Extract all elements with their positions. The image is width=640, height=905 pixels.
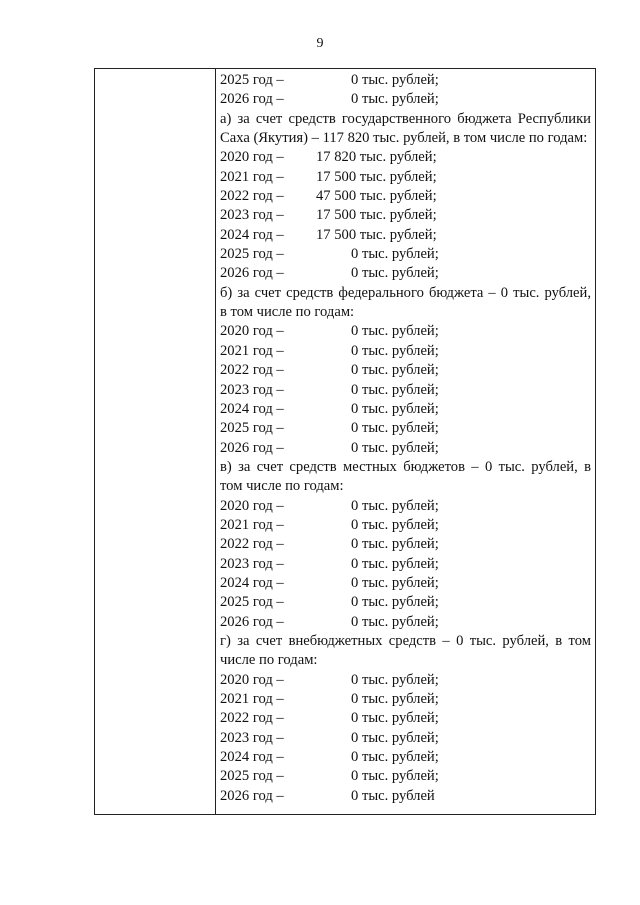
funding-source-line: б) за счет средств федерального бюджета – 0 тыс. рублей,: [220, 284, 591, 301]
funding-year: 2025 год –: [220, 246, 284, 263]
funding-amount: 0 тыс. рублей;: [351, 381, 439, 398]
funding-year: 2020 год –: [220, 671, 284, 688]
funding-source-line: Саха (Якутия) – 117 820 тыс. рублей, в том числе по годам:: [220, 130, 588, 147]
funding-amount: 47 500 тыс. рублей;: [316, 188, 437, 205]
funding-source-line: в) за счет средств местных бюджетов – 0 тыс. рублей, в: [220, 458, 591, 475]
funding-year: 2022 год –: [220, 536, 284, 553]
funding-year: 2022 год –: [220, 710, 284, 727]
funding-row: [220, 419, 591, 438]
funding-year: 2024 год –: [220, 749, 284, 766]
funding-year: 2025 год –: [220, 594, 284, 611]
funding-row: [220, 613, 591, 632]
funding-year: 2025 год –: [220, 72, 284, 88]
funding-source-text: [220, 477, 591, 496]
table-right-column: [220, 69, 591, 806]
funding-amount: 0 тыс. рублей;: [351, 439, 439, 456]
funding-source-line: числе по годам:: [220, 652, 318, 669]
funding-source-line: а) за счет средств государственного бюджета Республики: [220, 110, 591, 127]
funding-row: [220, 767, 591, 786]
funding-amount: 0 тыс. рублей;: [351, 671, 439, 688]
funding-row: [220, 787, 591, 806]
funding-row: [220, 148, 591, 167]
funding-year: 2020 год –: [220, 149, 284, 166]
funding-row: [220, 497, 591, 516]
funding-amount: 0 тыс. рублей;: [351, 594, 439, 611]
funding-year: 2024 год –: [220, 400, 284, 417]
funding-row: [220, 400, 591, 419]
funding-amount: 0 тыс. рублей;: [351, 516, 439, 533]
funding-year: 2023 год –: [220, 729, 284, 746]
funding-year: 2025 год –: [220, 768, 284, 785]
funding-row: [220, 690, 591, 709]
funding-amount: 0 тыс. рублей;: [351, 91, 439, 108]
funding-row: [220, 671, 591, 690]
funding-year: 2022 год –: [220, 188, 284, 205]
funding-row: [220, 439, 591, 458]
funding-year: 2026 год –: [220, 787, 284, 804]
funding-amount: 0 тыс. рублей;: [351, 265, 439, 282]
funding-source-text: [220, 110, 591, 129]
funding-year: 2025 год –: [220, 420, 284, 437]
funding-amount: 0 тыс. рублей;: [351, 555, 439, 572]
funding-row: [220, 245, 591, 264]
funding-row: [220, 381, 591, 400]
funding-source-text: [220, 651, 591, 670]
funding-row: [220, 187, 591, 206]
funding-year: 2021 год –: [220, 342, 284, 359]
funding-amount: 0 тыс. рублей;: [351, 749, 439, 766]
funding-row: [220, 748, 591, 767]
funding-amount: 0 тыс. рублей;: [351, 691, 439, 707]
funding-row: [220, 361, 591, 380]
funding-row: [220, 322, 591, 341]
funding-row: [220, 516, 591, 535]
funding-row: [220, 264, 591, 283]
funding-row: [220, 206, 591, 225]
funding-year: 2020 год –: [220, 497, 284, 514]
funding-row: [220, 729, 591, 748]
funding-year: 2026 год –: [220, 439, 284, 456]
funding-row: [220, 71, 591, 90]
funding-source-text: [220, 303, 591, 322]
funding-year: 2021 год –: [220, 691, 284, 707]
funding-amount: 0 тыс. рублей;: [351, 710, 439, 727]
funding-amount: 0 тыс. рублей;: [351, 613, 439, 630]
funding-row: [220, 709, 591, 728]
funding-amount: 0 тыс. рублей;: [351, 323, 439, 340]
funding-source-line: в том числе по годам:: [220, 304, 355, 321]
funding-year: 2024 год –: [220, 226, 284, 243]
funding-row: [220, 574, 591, 593]
funding-year: 2020 год –: [220, 323, 284, 340]
funding-amount: 17 500 тыс. рублей;: [316, 226, 437, 243]
funding-row: [220, 535, 591, 554]
funding-year: 2026 год –: [220, 265, 284, 282]
funding-amount: 0 тыс. рублей;: [351, 574, 439, 591]
funding-source-text: [220, 129, 591, 148]
funding-amount: 17 500 тыс. рублей;: [316, 168, 437, 185]
funding-amount: 0 тыс. рублей;: [351, 362, 439, 379]
funding-source-line: г) за счет внебюджетных средств – 0 тыс. рублей, в том: [220, 632, 591, 649]
funding-year: 2023 год –: [220, 381, 284, 398]
funding-amount: 17 500 тыс. рублей;: [316, 207, 437, 224]
funding-amount: 0 тыс. рублей;: [351, 246, 439, 263]
funding-amount: 0 тыс. рублей;: [351, 342, 439, 359]
funding-source-text: [220, 632, 591, 651]
funding-source-text: [220, 284, 591, 303]
funding-row: [220, 342, 591, 361]
funding-source-text: [220, 458, 591, 477]
funding-amount: 17 820 тыс. рублей;: [316, 149, 437, 166]
funding-amount: 0 тыс. рублей;: [351, 729, 439, 746]
funding-row: [220, 226, 591, 245]
funding-row: [220, 168, 591, 187]
funding-amount: 0 тыс. рублей: [351, 787, 435, 804]
funding-year: 2026 год –: [220, 91, 284, 108]
table-left-column: [95, 69, 216, 814]
funding-amount: 0 тыс. рублей;: [351, 400, 439, 417]
funding-amount: 0 тыс. рублей;: [351, 536, 439, 553]
funding-table: [94, 68, 596, 815]
funding-source-line: том числе по годам:: [220, 478, 344, 495]
funding-amount: 0 тыс. рублей;: [351, 497, 439, 514]
funding-year: 2023 год –: [220, 555, 284, 572]
funding-row: [220, 555, 591, 574]
funding-year: 2024 год –: [220, 574, 284, 591]
funding-year: 2026 год –: [220, 613, 284, 630]
funding-row: [220, 90, 591, 109]
funding-year: 2022 год –: [220, 362, 284, 379]
funding-year: 2021 год –: [220, 516, 284, 533]
funding-row: [220, 593, 591, 612]
funding-amount: 0 тыс. рублей;: [351, 420, 439, 437]
funding-amount: 0 тыс. рублей;: [351, 768, 439, 785]
funding-year: 2023 год –: [220, 207, 284, 224]
page-number: 9: [316, 36, 324, 51]
funding-year: 2021 год –: [220, 168, 284, 185]
funding-amount: 0 тыс. рублей;: [351, 72, 439, 88]
